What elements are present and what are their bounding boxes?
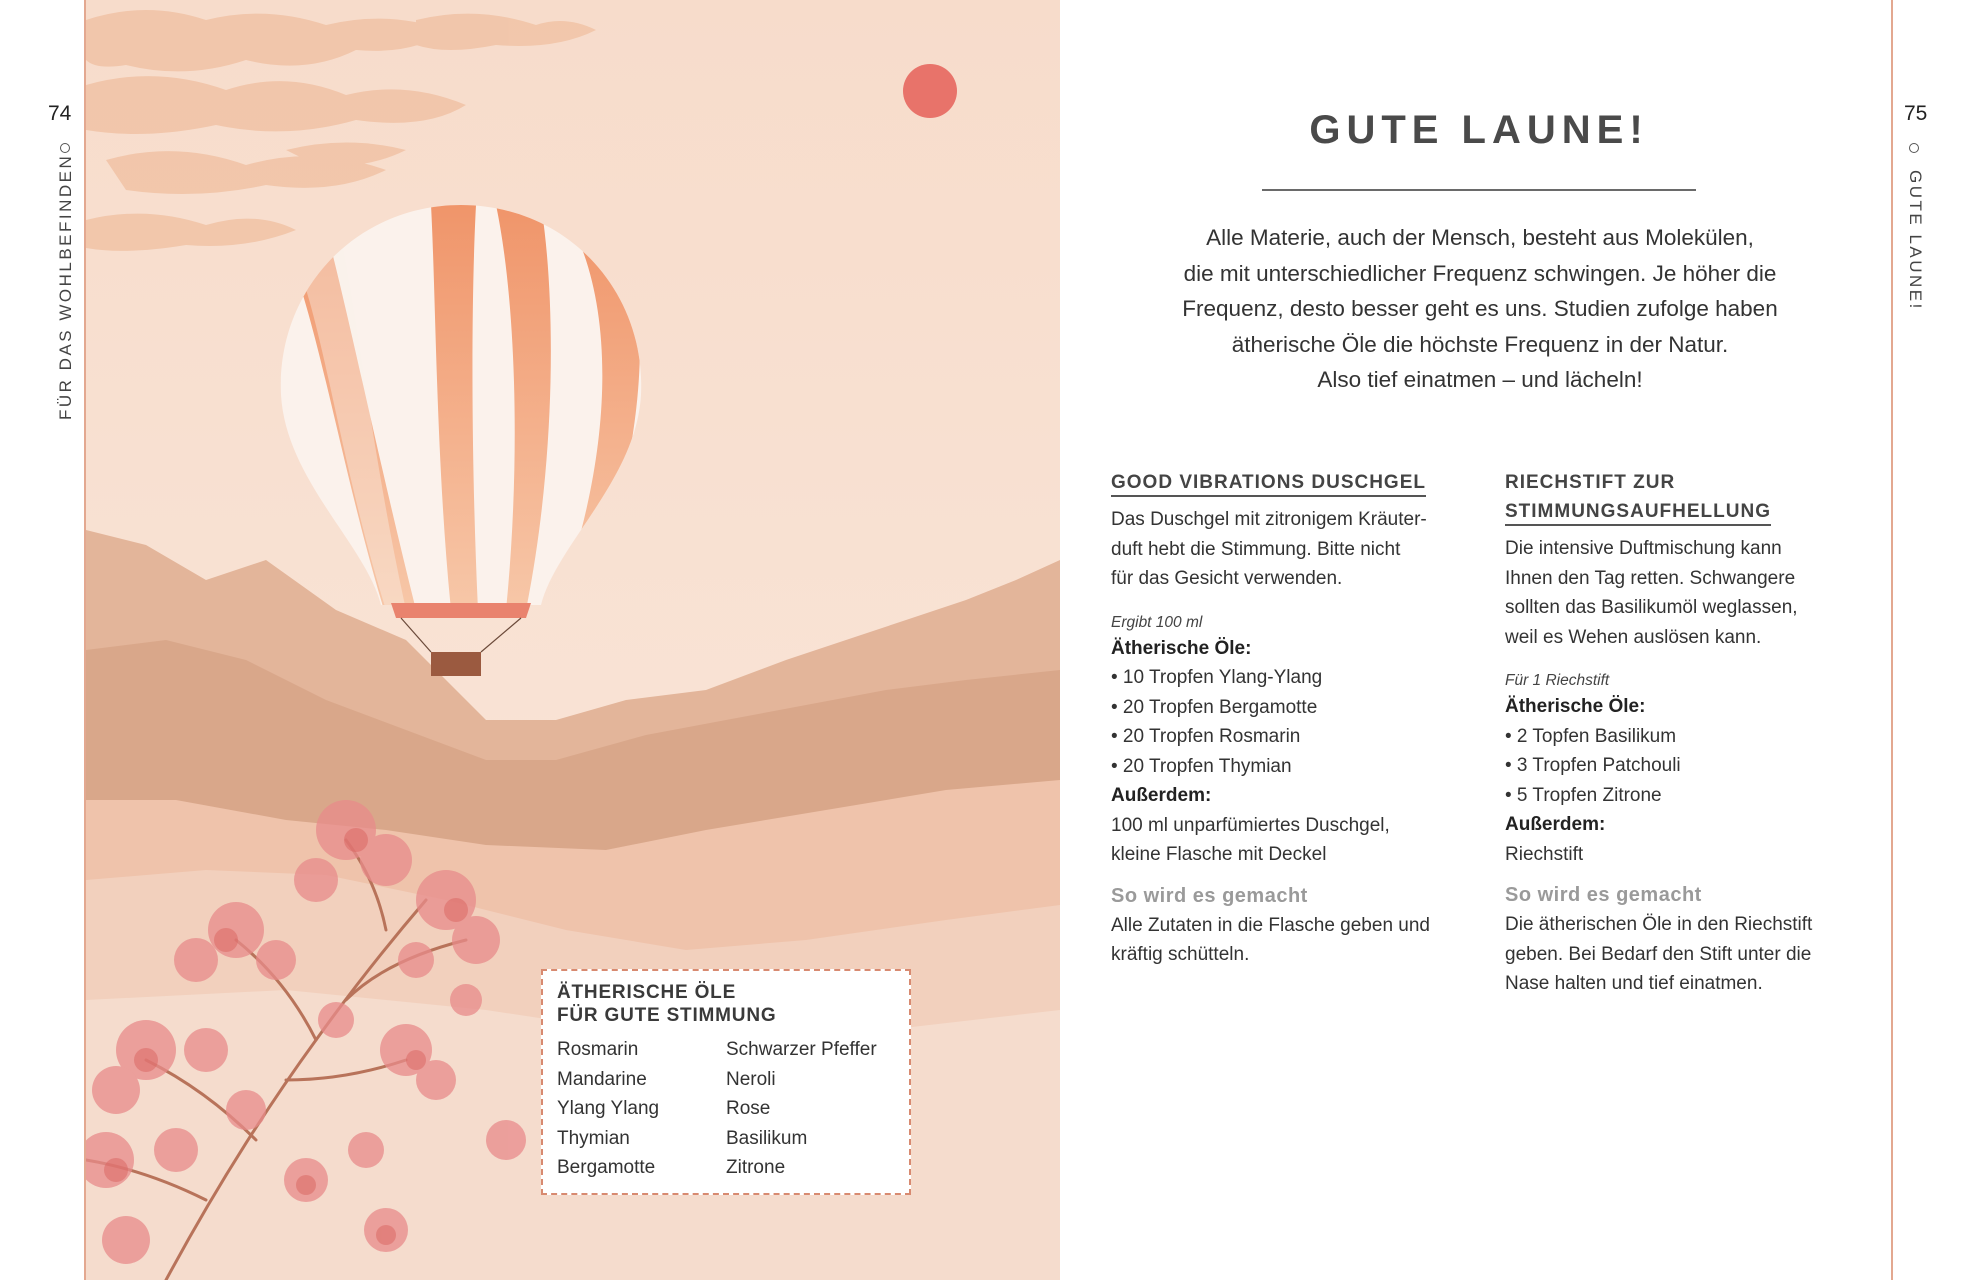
oils-info-box [541, 969, 911, 1195]
method-line: Nase halten und tief einatmen. [1505, 973, 1763, 994]
recipe-title [1111, 468, 1456, 497]
recipe-description [1505, 534, 1850, 652]
oil-item: Mandarine [557, 1068, 647, 1090]
oil-item: Basilikum [726, 1127, 808, 1149]
method-label: So wird es gemacht [1111, 884, 1308, 907]
intro-line: Alle Materie, auch der Mensch, besteht aus Molekülen, [1206, 225, 1754, 250]
running-head-left: FÜR DAS WOHLBEFINDEN [56, 153, 75, 420]
extra-item: Riechstift [1505, 843, 1584, 865]
oil-item: Rosmarin [557, 1039, 639, 1060]
method-line: Alle Zutaten in die Flasche geben und [1111, 914, 1430, 936]
extra-item: kleine Flasche mit Deckel [1111, 844, 1327, 865]
ingredient-item: • 20 Tropfen Bergamotte [1111, 696, 1318, 718]
recipe-title [1505, 468, 1850, 526]
circle-bullet-icon [60, 143, 70, 153]
extra-item: 100 ml unparfümiertes Duschgel, [1111, 814, 1390, 836]
desc-line: weil es Wehen auslösen kann. [1505, 626, 1762, 648]
oils-box-title-line1: ÄTHERISCHE ÖLE [557, 982, 737, 1003]
ingredient-item: • 20 Tropfen Thymian [1111, 755, 1292, 777]
title-divider [1262, 189, 1696, 191]
ingredient-item: • 5 Tropfen Zitrone [1505, 784, 1662, 806]
oils-box-title-line2: FÜR GUTE STIMMUNG [557, 1005, 777, 1026]
ingredient-item: • 2 Topfen Basilikum [1505, 725, 1677, 747]
extras-label: Außerdem: [1111, 785, 1212, 806]
desc-line: sollten das Basilikumöl weglassen, [1505, 597, 1798, 618]
oil-item: Ylang Ylang [557, 1098, 660, 1119]
recipe-yield: Ergibt 100 ml [1111, 613, 1203, 631]
recipe-title-line: STIMMUNGSAUFHELLUNG [1505, 501, 1771, 526]
desc-line: Ihnen den Tag retten. Schwangere [1505, 567, 1796, 589]
intro-line: Also tief einatmen – und lächeln! [1317, 367, 1643, 392]
oils-label: Ätherische Öle: [1111, 637, 1252, 659]
ingredient-item: • 3 Tropfen Patchouli [1505, 755, 1681, 776]
desc-line: für das Gesicht verwenden. [1111, 568, 1343, 589]
recipe-description [1111, 505, 1456, 594]
oil-item: Neroli [726, 1068, 776, 1090]
recipe-title-line: RIECHSTIFT ZUR [1505, 472, 1676, 493]
method-label: So wird es gemacht [1505, 884, 1702, 906]
desc-line: Das Duschgel mit zitronigem Kräuter- [1111, 509, 1427, 530]
page-edge-line [1891, 0, 1893, 1280]
page-number-left: 74 [48, 102, 72, 125]
oils-column-1 [557, 1035, 726, 1183]
extras-label: Außerdem: [1505, 814, 1606, 835]
desc-line: Die intensive Duftmischung kann [1505, 538, 1782, 559]
oil-item: Schwarzer Pfeffer [726, 1039, 877, 1060]
oil-item: Zitrone [726, 1157, 786, 1178]
page-number-right: 75 [1904, 102, 1928, 125]
oil-item: Thymian [557, 1127, 630, 1149]
oil-item: Bergamotte [557, 1157, 656, 1178]
oil-item: Rose [726, 1098, 771, 1119]
intro-line: die mit unterschiedlicher Frequenz schwingen. Je höher die [1183, 260, 1777, 286]
oils-label: Ätherische Öle: [1505, 696, 1646, 717]
method-line: Die ätherischen Öle in den Riechstift [1505, 914, 1813, 935]
intro-line: Frequenz, desto besser geht es uns. Studien zufolge haben [1182, 296, 1778, 321]
recipe-title-text: GOOD VIBRATIONS DUSCHGEL [1111, 472, 1426, 497]
method-line: geben. Bei Bedarf den Stift unter die [1505, 943, 1812, 965]
recipe-yield: Für 1 Riechstift [1505, 672, 1610, 689]
recipe-riechstift [1505, 468, 1850, 999]
running-head-right: GUTE LAUNE! [1906, 170, 1925, 311]
oils-columns [557, 1035, 895, 1183]
intro-paragraph [1130, 220, 1830, 398]
oils-column-2 [726, 1035, 895, 1183]
ingredient-item: • 10 Tropfen Ylang-Ylang [1111, 667, 1323, 688]
circle-bullet-icon [1909, 143, 1919, 153]
page-title: GUTE LAUNE! [1309, 108, 1649, 152]
recipe-duschgel [1111, 468, 1456, 970]
desc-line: duft hebt die Stimmung. Bitte nicht [1111, 538, 1401, 560]
ingredient-item: • 20 Tropfen Rosmarin [1111, 726, 1301, 747]
intro-line: ätherische Öle die höchste Frequenz in der Natur. [1231, 331, 1729, 357]
method-line: kräftig schütteln. [1111, 944, 1250, 965]
